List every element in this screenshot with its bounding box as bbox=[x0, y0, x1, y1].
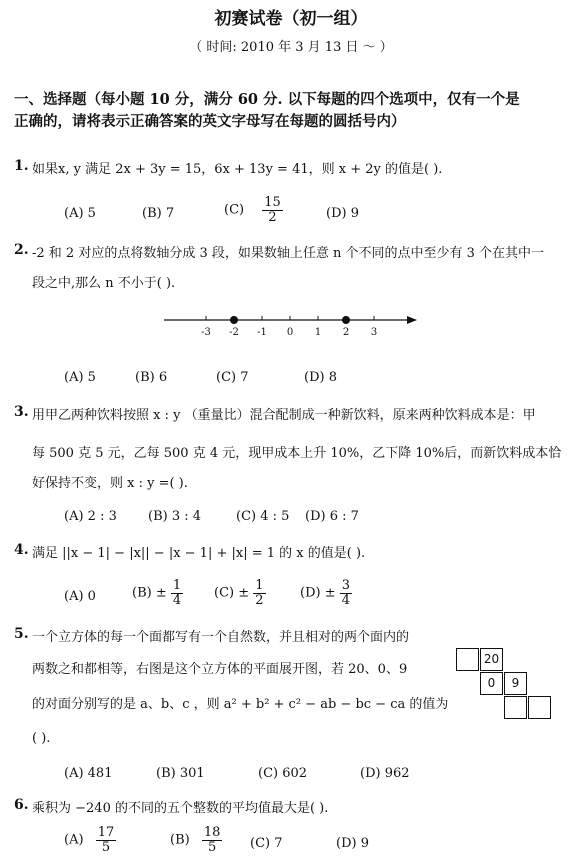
question-5-text-line1: 一个立方体的每一个面都写有一个自然数，并且相对的两个面内的 bbox=[32, 630, 410, 645]
question-3-number: 3. bbox=[14, 404, 29, 420]
question-5-option-a: (A) 481 bbox=[64, 766, 113, 781]
question-6-number: 6. bbox=[14, 797, 29, 813]
question-5-option-b: (B) 301 bbox=[156, 766, 205, 781]
question-1-option-d: (D) 9 bbox=[326, 206, 359, 221]
question-4-option-b-label: (B) ± bbox=[132, 585, 167, 601]
question-4-text: 满足 ||x − 1| − |x|| − |x − 1| + |x| = 1 的 x 的值是( ). bbox=[32, 546, 366, 561]
number-line-tick-label: 3 bbox=[370, 327, 378, 338]
question-2-number: 2. bbox=[14, 242, 29, 258]
question-1-option-b: (B) 7 bbox=[142, 206, 175, 221]
question-1-number: 1. bbox=[14, 158, 29, 174]
fraction-denominator: 4 bbox=[341, 592, 351, 608]
question-4-option-c-fraction bbox=[253, 579, 265, 607]
question-1-option-c bbox=[224, 196, 283, 224]
cube-net-face bbox=[456, 648, 479, 671]
section-heading-line1: 一、选择题（每小题 10 分，满分 60 分. 以下每题的四个选项中，仅有一个是 bbox=[14, 91, 520, 108]
question-6-option-a-fraction bbox=[96, 826, 117, 854]
fraction-denominator: 2 bbox=[268, 209, 277, 225]
question-6-option-b bbox=[170, 826, 222, 854]
question-2-option-b: (B) 6 bbox=[135, 370, 168, 385]
question-3-option-a: (A) 2 : 3 bbox=[64, 509, 117, 524]
fraction-numerator: 1 bbox=[172, 578, 182, 593]
question-5-text-line4: ( ). bbox=[32, 731, 51, 746]
question-5-number: 5. bbox=[14, 626, 29, 642]
cube-net-face-9: 9 bbox=[504, 672, 527, 695]
number-line-diagram bbox=[160, 300, 420, 344]
section-heading-line2: 正确的，请将表示正确答案的英文字母写在每题的圆括号内） bbox=[14, 113, 406, 130]
number-line-ticks bbox=[201, 316, 377, 338]
fraction-numerator: 17 bbox=[97, 825, 115, 840]
question-5-text-line2: 两数之和都相等，右图是这个立方体的平面展开图，若 20、0、9 bbox=[32, 662, 408, 677]
cube-net-face bbox=[528, 696, 551, 719]
number-line-tick-label: -2 bbox=[229, 327, 239, 338]
number-line-tick-label: 0 bbox=[286, 327, 294, 338]
fraction-denominator: 5 bbox=[207, 839, 217, 855]
question-6-option-b-fraction bbox=[202, 826, 223, 854]
question-1-option-a: (A) 5 bbox=[64, 206, 96, 221]
number-line-arrow-icon bbox=[407, 316, 417, 324]
fraction-numerator: 18 bbox=[203, 825, 221, 840]
question-3-option-b: (B) 3 : 4 bbox=[148, 509, 202, 524]
question-3-option-d: (D) 6 : 7 bbox=[305, 509, 359, 524]
question-4-option-d-label: (D) ± bbox=[300, 585, 336, 601]
question-5-option-c: (C) 602 bbox=[258, 766, 308, 781]
question-4-option-c-label: (C) ± bbox=[214, 585, 250, 601]
question-4-option-b bbox=[132, 579, 183, 607]
question-5-text-line3: 的对面分别写的是 a、b、c ，则 a² + b² + c² − ab − bc − ca 的值为 bbox=[32, 697, 449, 712]
cube-net-face bbox=[504, 696, 527, 719]
question-6-text: 乘积为 −240 的不同的五个整数的平均值最大是( ). bbox=[32, 801, 329, 816]
question-2-option-a: (A) 5 bbox=[64, 370, 96, 385]
question-6-option-b-label: (B) bbox=[170, 832, 190, 848]
question-2-text-line2: 段之中,那么 n 不小于( ). bbox=[32, 276, 176, 291]
question-6-option-c: (C) 7 bbox=[250, 836, 283, 851]
number-line-tick-label: -3 bbox=[201, 327, 211, 338]
question-2-option-c: (C) 7 bbox=[216, 370, 249, 385]
question-4-option-c bbox=[214, 579, 266, 607]
fraction-denominator: 4 bbox=[172, 592, 182, 608]
question-2-option-d: (D) 8 bbox=[304, 370, 337, 385]
question-3-text-line2: 每 500 克 5 元，乙每 500 克 4 元，现甲成本上升 10%，乙下降 10%后，而新饮料成本恰 bbox=[32, 446, 562, 461]
number-line-point-2 bbox=[342, 316, 350, 324]
cube-net-diagram bbox=[456, 648, 556, 724]
question-6-option-a bbox=[64, 826, 116, 854]
page-title: 初赛试卷（初一组） bbox=[214, 9, 368, 29]
question-3-text-line1: 用甲乙两种饮料按照 x : y （重量比）混合配制成一种新饮料，原来两种饮料成本是：甲 bbox=[32, 408, 536, 423]
question-6-option-d: (D) 9 bbox=[336, 836, 369, 851]
question-3-option-c: (C) 4 : 5 bbox=[236, 509, 290, 524]
question-4-option-a: (A) 0 bbox=[64, 589, 96, 604]
question-4-number: 4. bbox=[14, 542, 29, 558]
fraction-numerator: 1 bbox=[255, 578, 264, 593]
question-2-text-line1: -2 和 2 对应的点将数轴分成 3 段，如果数轴上任意 n 个不同的点中至少有 3 个在其中一 bbox=[32, 246, 545, 261]
cube-net-face-20: 20 bbox=[480, 648, 503, 671]
question-1-option-c-label: (C) bbox=[224, 202, 245, 218]
fraction-denominator: 2 bbox=[255, 592, 264, 608]
number-line-point-minus-2 bbox=[230, 316, 238, 324]
question-4-option-d-fraction bbox=[340, 579, 352, 607]
fraction-numerator: 15 bbox=[264, 195, 281, 210]
cube-net-face-0: 0 bbox=[480, 672, 503, 695]
exam-time: （ 时间: 2010 年 3 月 13 日 ～ ） bbox=[189, 40, 393, 55]
number-line-tick-label: 1 bbox=[314, 327, 322, 338]
number-line-tick-label: -1 bbox=[257, 327, 267, 338]
question-3-text-line3: 好保持不变，则 x : y =( ). bbox=[32, 476, 188, 491]
question-1-text: 如果x, y 满足 2x + 3y = 15，6x + 13y = 41，则 x + 2y 的值是( ). bbox=[32, 162, 443, 177]
fraction-numerator: 3 bbox=[341, 578, 351, 593]
question-4-option-b-fraction bbox=[171, 579, 183, 607]
fraction-denominator: 5 bbox=[101, 839, 111, 855]
question-4-option-d bbox=[300, 579, 352, 607]
question-1-option-c-fraction bbox=[262, 196, 283, 224]
question-5-option-d: (D) 962 bbox=[360, 766, 410, 781]
question-6-option-a-label: (A) bbox=[64, 832, 84, 848]
number-line-tick-label: 2 bbox=[342, 327, 350, 338]
